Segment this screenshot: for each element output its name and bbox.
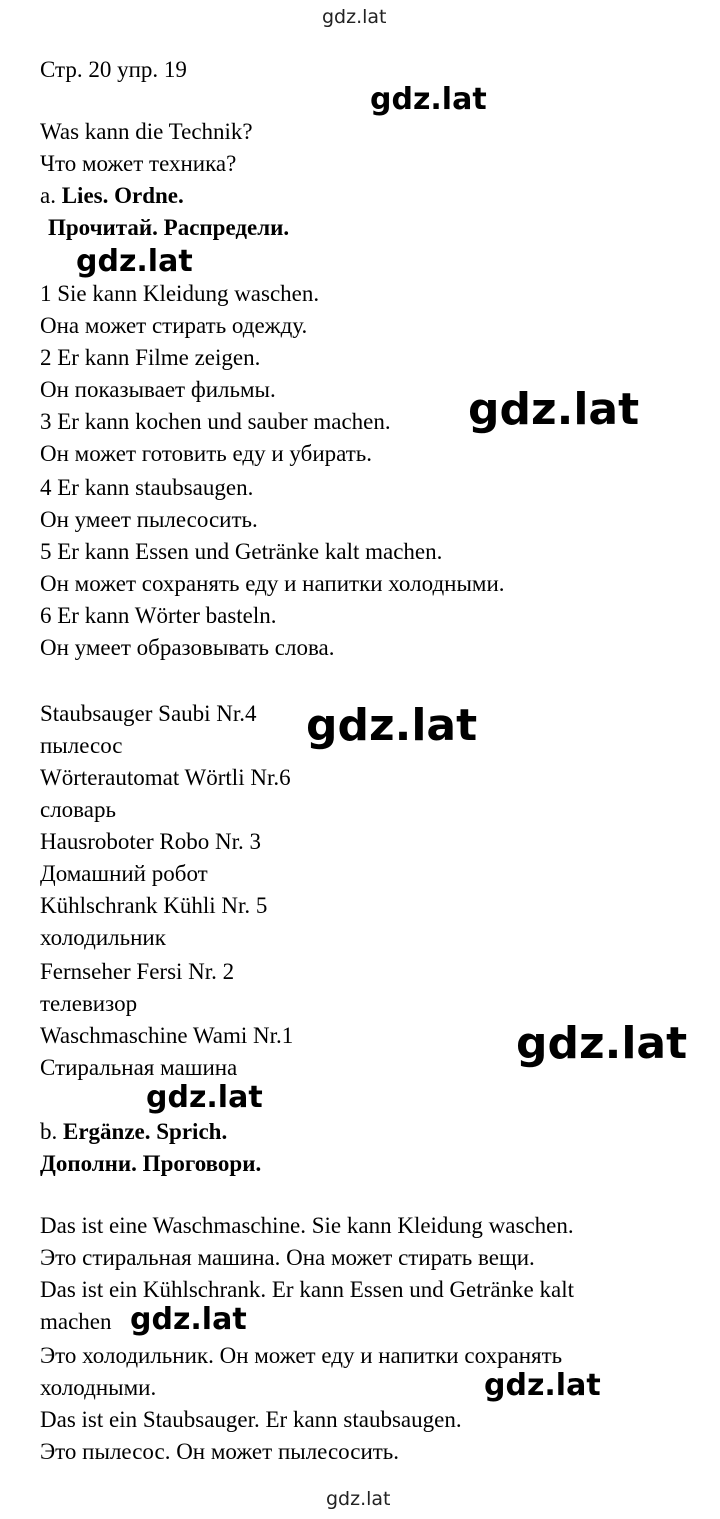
task-a-heading xyxy=(40,182,184,210)
device-line: Стиральная машина xyxy=(40,1055,238,1080)
watermark: gdz.lat xyxy=(370,82,487,117)
title-russian: Что может техника? xyxy=(40,151,237,176)
device-line: телевизор xyxy=(40,991,138,1016)
sentence-line: 2 Er kann Filme zeigen. xyxy=(40,345,261,370)
watermark: gdz.lat xyxy=(306,700,478,751)
watermark: gdz.lat xyxy=(468,384,640,435)
device-line: словарь xyxy=(40,797,116,822)
sentence-line: Он может готовить еду и убирать. xyxy=(40,441,373,466)
device-line: Staubsauger Saubi Nr.4 xyxy=(40,701,257,726)
sentence-line: Он может сохранять еду и напитки холодными. xyxy=(40,571,505,596)
sentence-line: 4 Er kann staubsaugen. xyxy=(40,475,254,500)
sentence-line: 3 Er kann kochen und sauber machen. xyxy=(40,409,391,434)
sentence-line: 5 Er kann Essen und Getränke kalt machen. xyxy=(40,539,443,564)
sentence-line: Он умеет пылесосить. xyxy=(40,507,258,532)
title-german: Was kann die Technik? xyxy=(40,119,253,144)
device-line: Waschmaschine Wami Nr.1 xyxy=(40,1023,294,1048)
task-b-prefix: b. xyxy=(40,1119,58,1144)
sentence-line: Она может стирать одежду. xyxy=(40,313,308,338)
watermark: gdz.lat xyxy=(76,244,193,279)
device-line: пылесос xyxy=(40,733,123,758)
device-line: Hausroboter Robo Nr. 3 xyxy=(40,829,262,854)
answer-line: холодными. xyxy=(40,1375,157,1400)
answer-line: Das ist ein Kühlschrank. Er kann Essen und Getränke kalt xyxy=(40,1277,574,1302)
watermark: gdz.lat xyxy=(516,1018,688,1069)
watermark: gdz.lat xyxy=(146,1080,263,1115)
header-watermark: gdz.lat xyxy=(322,6,387,28)
sentence-line: Он показывает фильмы. xyxy=(40,377,276,402)
answer-line: Это холодильник. Он может еду и напитки сохранять xyxy=(40,1343,563,1368)
device-line: холодильник xyxy=(40,925,166,950)
answer-line: Это стиральная машина. Она может стирать вещи. xyxy=(40,1245,535,1270)
sentence-line: 1 Sie kann Kleidung waschen. xyxy=(40,281,320,306)
task-b-instruction-german: Ergänze. Sprich. xyxy=(63,1119,228,1144)
sentence-line: Он умеет образовывать слова. xyxy=(40,635,335,660)
device-line: Fernseher Fersi Nr. 2 xyxy=(40,959,235,984)
answer-line: machen xyxy=(40,1309,112,1334)
task-a-prefix: a. xyxy=(40,183,56,208)
device-line: Wörterautomat Wörtli Nr.6 xyxy=(40,765,291,790)
task-a-instruction-german: Lies. Ordne. xyxy=(61,183,184,208)
page-reference: Стр. 20 упр. 19 xyxy=(40,57,187,82)
task-b-heading xyxy=(40,1118,227,1146)
device-line: Домашний робот xyxy=(40,861,208,886)
watermark: gdz.lat xyxy=(484,1368,601,1403)
answer-line: Das ist ein Staubsauger. Er kann staubsaugen. xyxy=(40,1407,462,1432)
watermark: gdz.lat xyxy=(130,1302,247,1337)
device-line: Kühlschrank Kühli Nr. 5 xyxy=(40,893,268,918)
answer-line: Das ist eine Waschmaschine. Sie kann Kleidung waschen. xyxy=(40,1213,574,1238)
sentence-line: 6 Er kann Wörter basteln. xyxy=(40,603,277,628)
answer-line: Это пылесос. Он может пылесосить. xyxy=(40,1439,400,1464)
task-b-instruction-russian: Дополни. Проговори. xyxy=(40,1151,262,1176)
task-a-instruction-russian: Прочитай. Распредели. xyxy=(48,215,290,240)
footer-watermark: gdz.lat xyxy=(326,1488,391,1510)
